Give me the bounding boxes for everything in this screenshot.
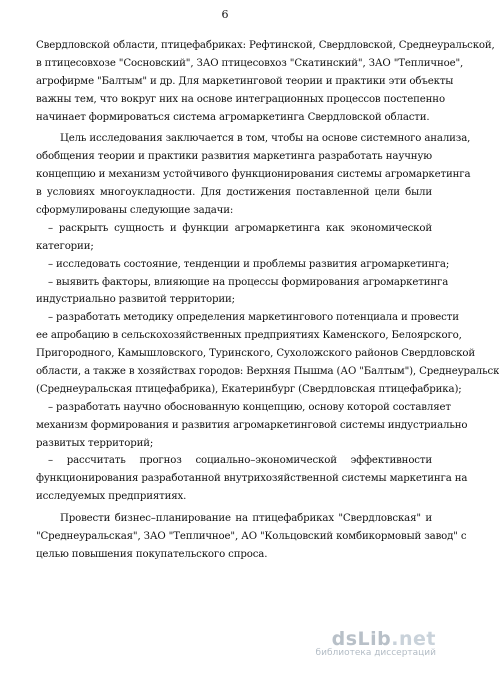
text-line: агрофирме "Балтым" и др. Для маркетинговой теории и практики эти объекты: [36, 75, 454, 87]
document-body: [36, 37, 499, 564]
task-item: – раскрыть сущность и функции агромаркетинга как экономической: [48, 222, 432, 234]
text-line: сформулированы следующие задачи:: [36, 205, 234, 217]
text-line: в птицесовхозе "Сосновский", ЗАО птицесовхоз "Скатинский", ЗАО "Тепличное",: [36, 57, 464, 69]
text-line: важны тем, что вокруг них на основе интеграционных процессов постепенно: [36, 93, 445, 105]
text-line: "Среднеуральская", ЗАО "Тепличное", АО "Кольцовский комбикормовый завод" с: [36, 531, 467, 543]
text-line: Провести бизнес–планирование на птицефабриках "Свердловская" и: [60, 513, 432, 525]
text-line: концепцию и механизм устойчивого функционирования системы агромаркетинга: [36, 169, 471, 181]
text-line: обобщения теории и практики развития маркетинга разработать научную: [36, 151, 432, 163]
page-number: 6: [221, 8, 229, 21]
watermark-logo-name: dsLib: [331, 628, 392, 650]
task-item: – рассчитать прогноз социально–экономической эффективности: [48, 455, 432, 467]
text-line: Свердловской области, птицефабриках: Рефтинской, Свердловской, Среднеуральской,: [36, 40, 495, 51]
text-line: Цель исследования заключается в том, чтобы на основе системного анализа,: [60, 133, 471, 145]
text-line: развитых территорий;: [36, 437, 154, 449]
text-line: Пригородного, Камышловского, Туринского, Сухоложского районов Свердловской: [36, 348, 476, 360]
text-line: ее апробацию в сельскохозяйственных предприятиях Каменского, Белоярского,: [36, 330, 462, 342]
text-line: категории;: [36, 240, 94, 252]
text-line: механизм формирования и развития агромаркетинговой системы индустриально: [36, 419, 468, 431]
watermark-logo-suffix: .net: [391, 628, 436, 650]
text-line: (Среднеуральская птицефабрика), Екатеринбург (Свердловская птицефабрика);: [36, 383, 462, 395]
text-line: области, а также в хозяйствах городов: Верхняя Пышма (АО "Балтым"), Среднеуральск: [36, 366, 499, 378]
text-line: в условиях многоукладности. Для достижения поставленной цели были: [36, 187, 432, 199]
watermark-subtitle: библиотека диссертаций: [315, 648, 436, 658]
task-item: – разработать научно обоснованную концепцию, основу которой составляет: [48, 401, 451, 413]
text-line: функционирования разработанной внутрихозяйственной системы маркетинга на: [36, 473, 468, 485]
task-item: – выявить факторы, влияющие на процессы формирования агромаркетинга: [48, 276, 449, 288]
watermark: [316, 628, 436, 658]
task-item: – исследовать состояние, тенденции и проблемы развития агромаркетинга;: [48, 258, 450, 270]
text-line: начинает формироваться система агромаркетинга Свердловской области.: [36, 111, 430, 123]
watermark-logo: [316, 628, 436, 650]
text-line: исследуемых предприятиях.: [36, 491, 187, 503]
text-line: целью повышения покупательского спроса.: [36, 548, 268, 560]
text-line: индустриально развитой территории;: [36, 294, 235, 306]
task-item: – разработать методику определения маркетингового потенциала и провести: [48, 312, 459, 324]
